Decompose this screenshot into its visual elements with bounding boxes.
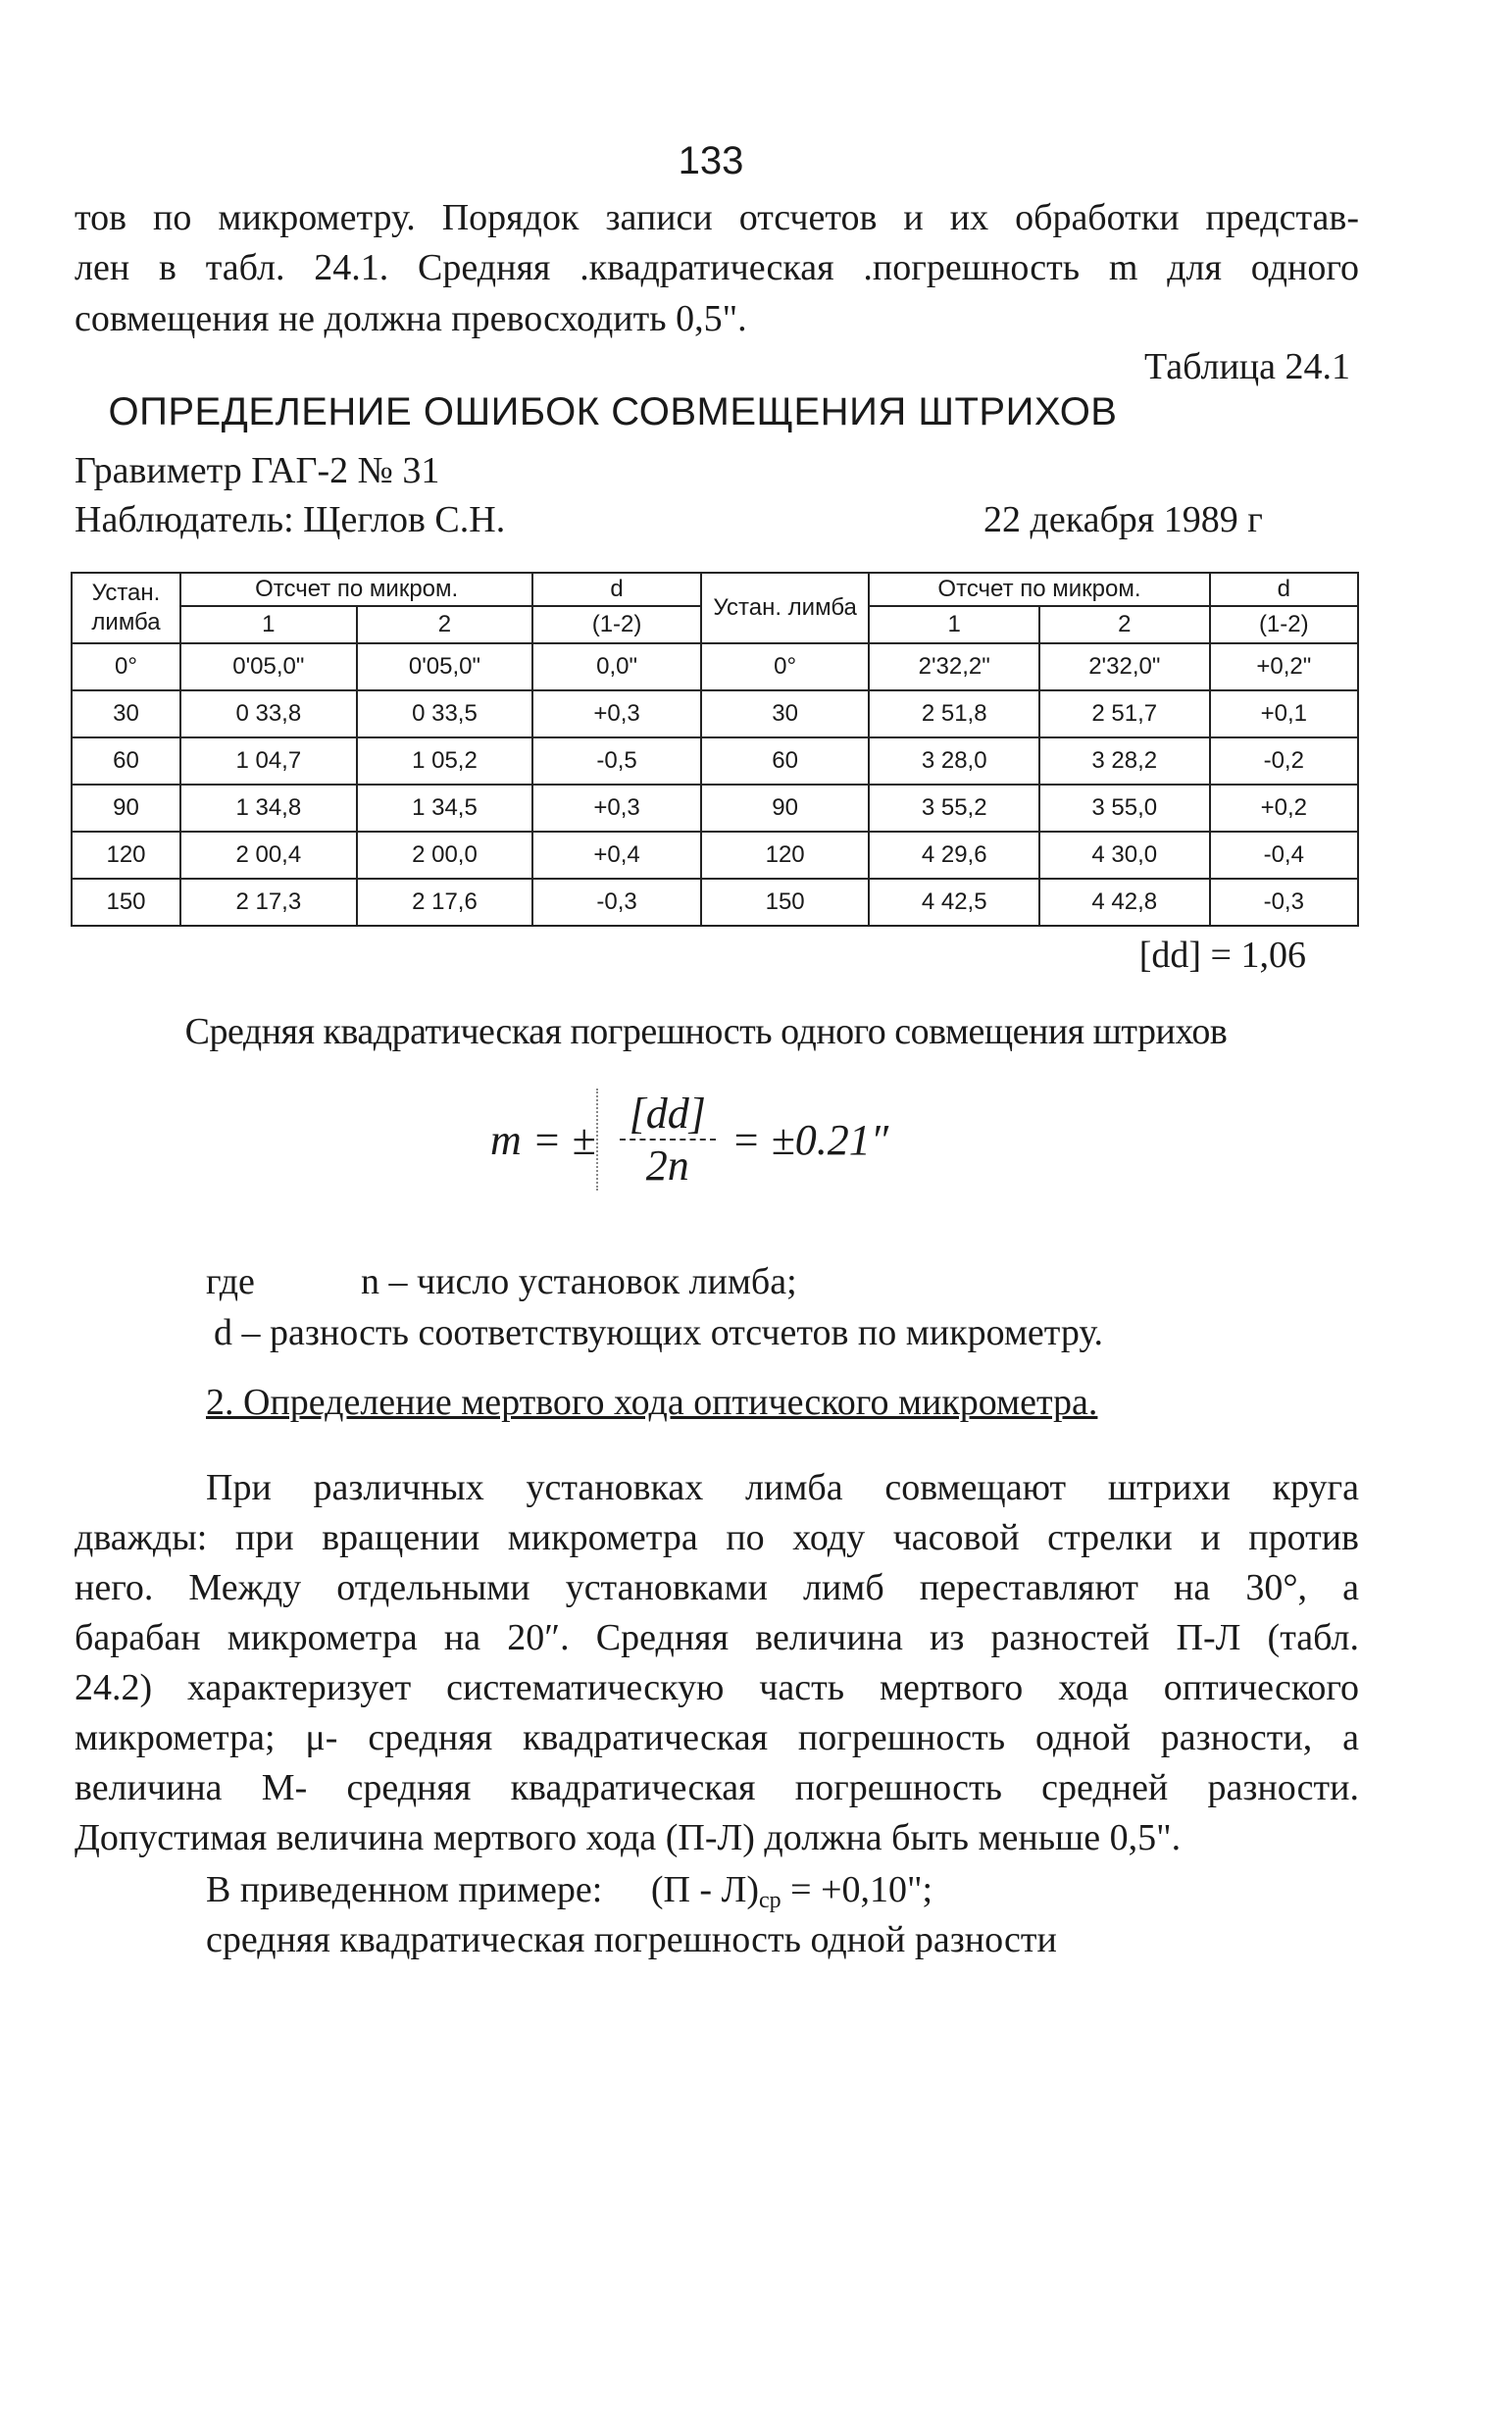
cell-diff: 0,0" — [532, 643, 701, 690]
cell-read2: 2 51,7 — [1039, 690, 1210, 737]
cell-read2: 2'32,0" — [1039, 643, 1210, 690]
body-line-3: него. Между отдельными установками лимб переставляют на 30°, а — [75, 1567, 1359, 1608]
cell-diff: -0,4 — [1210, 832, 1358, 879]
table-row — [72, 879, 1358, 926]
cell-read2: 0 33,5 — [357, 690, 533, 737]
cell-ustan: 150 — [701, 879, 870, 926]
cell-read2: 1 05,2 — [357, 737, 533, 785]
example-sub: ср — [759, 1888, 781, 1913]
header-d-left: d — [532, 573, 701, 606]
cell-diff: +0,2" — [1210, 643, 1358, 690]
where-d-def: d – разность соответствующих отсчетов по микрометру. — [214, 1312, 1104, 1353]
cell-diff: +0,2 — [1210, 785, 1358, 832]
header-col2-right: 2 — [1039, 606, 1210, 643]
cell-read2: 1 34,5 — [357, 785, 533, 832]
cell-read2: 3 28,2 — [1039, 737, 1210, 785]
sqrt-sign — [596, 1089, 731, 1191]
header-col1-right: 1 — [869, 606, 1039, 643]
body-line-5: 24.2) характеризует систематическую часть мертвого хода оптического — [75, 1667, 1359, 1708]
cell-ustan: 150 — [72, 879, 180, 926]
cell-read2: 2 17,6 — [357, 879, 533, 926]
errors-table — [71, 572, 1359, 927]
body-line-2: дважды: при вращении микрометра по ходу часовой стрелки и против — [75, 1517, 1359, 1558]
cell-diff: -0,5 — [532, 737, 701, 785]
cell-read2: 0'05,0" — [357, 643, 533, 690]
example-prefix: В приведенном примере: — [206, 1869, 603, 1910]
cell-ustan: 0° — [701, 643, 870, 690]
formula-denominator: 2n — [645, 1141, 689, 1190]
date-line: 22 декабря 1989 г — [983, 499, 1263, 540]
cell-read1: 0 33,8 — [180, 690, 357, 737]
table-row — [72, 832, 1358, 879]
cell-ustan: 30 — [72, 690, 180, 737]
intro-line-3: совмещения не должна превосходить 0,5". — [75, 298, 747, 339]
cell-diff: +0,1 — [1210, 690, 1358, 737]
example-value: = +0,10"; — [781, 1869, 933, 1910]
example-line — [206, 1868, 932, 1914]
cell-diff: -0,3 — [532, 879, 701, 926]
header-otschet-right: Отсчет по микром. — [869, 573, 1209, 606]
where-label: где — [206, 1261, 255, 1302]
cell-ustan: 60 — [72, 737, 180, 785]
cell-read1: 2 17,3 — [180, 879, 357, 926]
body-line-7: величина М- средняя квадратическая погрешность средней разности. — [75, 1767, 1359, 1808]
last-line: средняя квадратическая погрешность одной разности — [206, 1919, 1057, 1960]
cell-read1: 4 29,6 — [869, 832, 1039, 879]
body-line-4: барабан микрометра на 20″. Средняя величина из разностей П-Л (табл. — [75, 1617, 1359, 1658]
header-col1-left: 1 — [180, 606, 357, 643]
cell-read2: 2 00,0 — [357, 832, 533, 879]
cell-diff: +0,4 — [532, 832, 701, 879]
formula-numerator: [dd] — [620, 1089, 716, 1141]
cell-read2: 4 30,0 — [1039, 832, 1210, 879]
section-heading: 2. Определение мертвого хода оптического микрометра. — [206, 1382, 1098, 1423]
gravimeter-line: Гравиметр ГАГ-2 № 31 — [75, 450, 440, 491]
cell-read1: 1 04,7 — [180, 737, 357, 785]
cell-read1: 3 28,0 — [869, 737, 1039, 785]
cell-diff: -0,2 — [1210, 737, 1358, 785]
cell-read1: 2 51,8 — [869, 690, 1039, 737]
cell-ustan: 0° — [72, 643, 180, 690]
page-number: 133 — [678, 139, 744, 182]
header-ustan-left: Устан. лимба — [72, 573, 180, 643]
cell-diff: +0,3 — [532, 785, 701, 832]
cell-ustan: 90 — [701, 785, 870, 832]
observer-line: Наблюдатель: Щеглов С.Н. — [75, 499, 506, 540]
cell-ustan: 90 — [72, 785, 180, 832]
cell-read2: 3 55,0 — [1039, 785, 1210, 832]
table-label: Таблица 24.1 — [1143, 346, 1350, 387]
cell-diff: +0,3 — [532, 690, 701, 737]
cell-diff: -0,3 — [1210, 879, 1358, 926]
intro-line-2: лен в табл. 24.1. Средняя .квадратическая .погрешность m для одного — [75, 247, 1359, 288]
header-ustan-right: Устан. лимба — [701, 573, 870, 643]
table-row — [72, 737, 1358, 785]
cell-read1: 2'32,2" — [869, 643, 1039, 690]
cell-ustan: 60 — [701, 737, 870, 785]
header-col2-left: 2 — [357, 606, 533, 643]
cell-read1: 4 42,5 — [869, 879, 1039, 926]
body-line-6: микрометра; μ- средняя квадратическая погрешность одной разности, а — [75, 1717, 1359, 1758]
formula-lhs: m = ± — [490, 1115, 596, 1164]
table-row — [72, 690, 1358, 737]
header-otschet-left: Отсчет по микром. — [180, 573, 532, 606]
cell-read1: 0'05,0" — [180, 643, 357, 690]
header-d-right: d — [1210, 573, 1358, 606]
formula-rhs: = ±0.21″ — [731, 1115, 889, 1164]
cell-ustan: 120 — [72, 832, 180, 879]
mean-caption: Средняя квадратическая погрешность одного совмещения штрихов — [184, 1011, 1228, 1052]
cell-read1: 3 55,2 — [869, 785, 1039, 832]
cell-read1: 1 34,8 — [180, 785, 357, 832]
cell-read1: 2 00,4 — [180, 832, 357, 879]
body-line-1: При различных установках лимба совмещают штрихи круга — [206, 1467, 1359, 1508]
header-dsub-left: (1-2) — [532, 606, 701, 643]
example-expr: (П - Л) — [650, 1869, 759, 1910]
cell-ustan: 120 — [701, 832, 870, 879]
formula-fraction — [620, 1089, 716, 1191]
where-n-def: n – число установок лимба; — [361, 1261, 797, 1302]
cell-ustan: 30 — [701, 690, 870, 737]
formula — [490, 1089, 888, 1191]
body-line-8: Допустимая величина мертвого хода (П-Л) должна быть меньше 0,5". — [75, 1817, 1182, 1858]
cell-read2: 4 42,8 — [1039, 879, 1210, 926]
header-dsub-right: (1-2) — [1210, 606, 1358, 643]
table-row — [72, 643, 1358, 690]
table-row — [72, 785, 1358, 832]
dd-summary: [dd] = 1,06 — [1138, 935, 1306, 976]
intro-line-1: тов по микрометру. Порядок записи отсчетов и их обработки представ- — [75, 197, 1359, 238]
table-title: ОПРЕДЕЛЕНИЕ ОШИБОК СОВМЕЩЕНИЯ ШТРИХОВ — [108, 390, 1118, 433]
